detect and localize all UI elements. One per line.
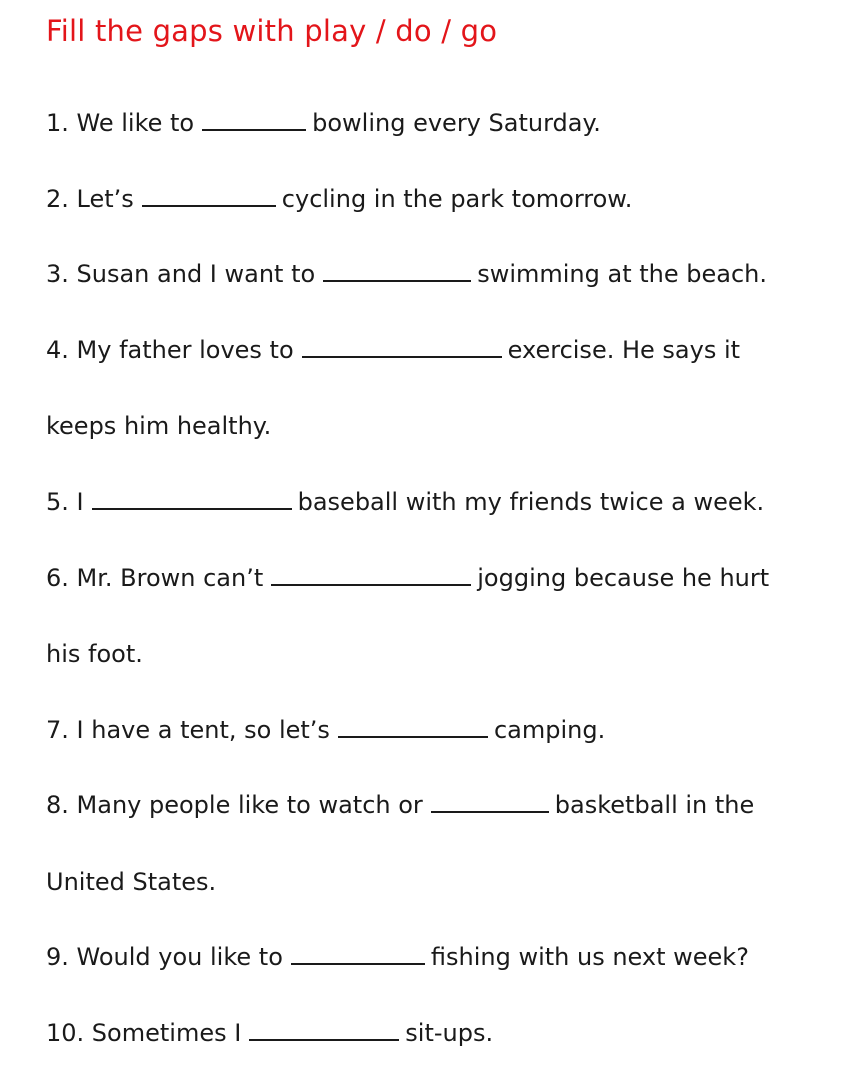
question-8-prefix: 8. Many people like to watch or — [46, 791, 423, 819]
question-8-continuation: United States. — [46, 868, 217, 896]
question-5-prefix: 5. I — [46, 488, 84, 516]
question-9-blank[interactable] — [291, 939, 425, 965]
question-3-suffix: swimming at the beach. — [477, 260, 768, 288]
question-1-blank[interactable] — [202, 105, 306, 131]
question-5 — [46, 484, 818, 520]
question-10-prefix: 10. Sometimes I — [46, 1019, 242, 1047]
question-1-prefix: 1. We like to — [46, 109, 195, 137]
question-1 — [46, 105, 818, 141]
question-9-suffix: fishing with us next week? — [430, 943, 749, 971]
question-4 — [46, 332, 818, 368]
question-6-blank[interactable] — [271, 560, 471, 586]
question-7 — [46, 712, 818, 748]
question-10 — [46, 1015, 818, 1051]
question-10-suffix: sit-ups. — [405, 1019, 494, 1047]
question-4-prefix: 4. My father loves to — [46, 336, 294, 364]
question-4-blank[interactable] — [302, 332, 502, 358]
question-6-suffix: jogging because he hurt — [477, 564, 770, 592]
question-6-prefix: 6. Mr. Brown can’t — [46, 564, 264, 592]
question-8-blank[interactable] — [431, 787, 549, 813]
question-2-suffix: cycling in the park tomorrow. — [281, 185, 633, 213]
question-2 — [46, 181, 818, 217]
question-3-blank[interactable] — [323, 256, 471, 282]
question-2-prefix: 2. Let’s — [46, 185, 134, 213]
question-1-suffix: bowling every Saturday. — [312, 109, 601, 137]
question-4-suffix: exercise. He says it — [507, 336, 741, 364]
question-3 — [46, 256, 818, 292]
question-4-continuation: keeps him healthy. — [46, 412, 272, 440]
worksheet-title: Fill the gaps with play / do / go — [46, 14, 498, 48]
question-7-suffix: camping. — [493, 716, 606, 744]
question-7-blank[interactable] — [338, 712, 488, 738]
question-6 — [46, 560, 818, 596]
question-8 — [46, 787, 818, 823]
question-5-blank[interactable] — [92, 484, 292, 510]
question-6-continuation: his foot. — [46, 640, 143, 668]
question-9-prefix: 9. Would you like to — [46, 943, 283, 971]
question-2-blank[interactable] — [142, 181, 276, 207]
question-10-blank[interactable] — [249, 1015, 399, 1041]
question-9 — [46, 939, 818, 975]
question-7-prefix: 7. I have a tent, so let’s — [46, 716, 330, 744]
question-3-prefix: 3. Susan and I want to — [46, 260, 316, 288]
question-5-suffix: baseball with my friends twice a week. — [297, 488, 765, 516]
question-8-suffix: basketball in the — [554, 791, 755, 819]
